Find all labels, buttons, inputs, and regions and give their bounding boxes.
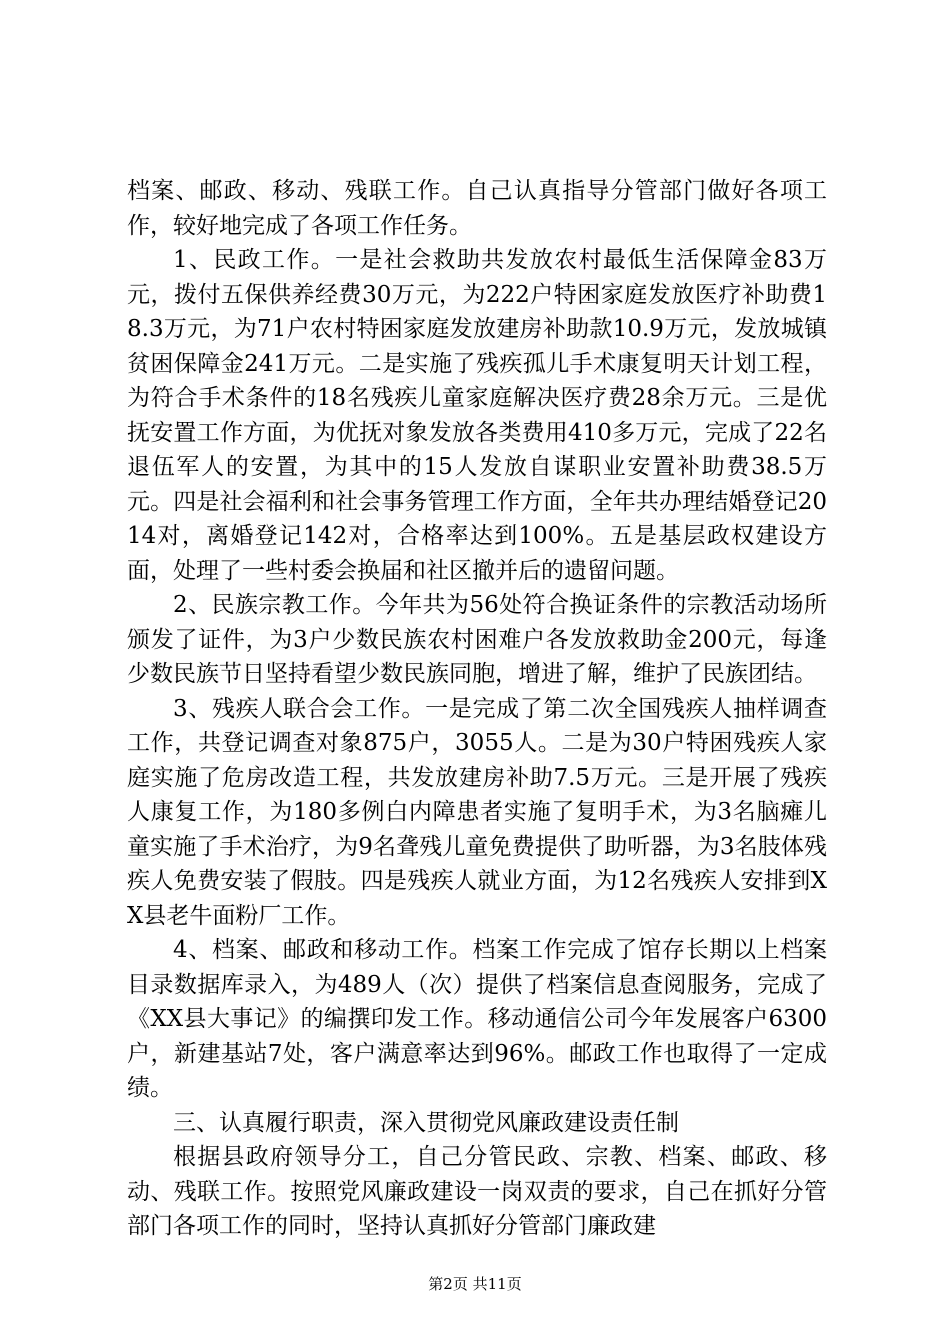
paragraph-civil-affairs: 1、民政工作。一是社会救助共发放农村最低生活保障金83万元，拨付五保供养经费30万元，为222户特困家庭发放医疗补助费18.3万元，为71户农村特困家庭发放建房补助款10.9万元，发放城镇贫困保障金241万元。二是实施了残疾孤儿手术康复明天计划工程，为符合手术条件的18名残疾儿童家庭解决医疗费28余万元。三是优抚安置工作方面，为优抚对象发放各类费用410多万元，完成了22名退伍军人的安置，为其中的15人发放自谋职业安置补助费38.5万元。四是社会福利和社会事务管理工作方面，全年共办理结婚登记2014对，离婚登记142对，合格率达到100%。五是基层政权建设方面，处理了一些村委会换届和社区撤并后的遗留问题。	[127, 247, 827, 584]
section-heading: 三、认真履行职责，深入贯彻党风廉政建设责任制	[173, 1109, 679, 1136]
paragraph-intro-tail: 档案、邮政、移动、残联工作。自己认真指导分管部门做好各项工作，较好地完成了各项工作任务。	[127, 178, 827, 239]
paragraph-ethnic-religion: 2、民族宗教工作。今年共为56处符合换证条件的宗教活动场所颁发了证件，为3户少数民族农村困难户各发放救助金200元，每逢少数民族节日坚持看望少数民族同胞，增进了解，维护了民族团结。	[127, 592, 827, 687]
paragraph-archives-postal-mobile: 4、档案、邮政和移动工作。档案工作完成了馆存长期以上档案目录数据库录入，为489人（次）提供了档案信息查阅服务，完成了《XX县大事记》的编撰印发工作。移动通信公司今年发展客户6300户，新建基站7处，客户满意率达到96%。邮政工作也取得了一定成绩。	[127, 937, 827, 1101]
paragraph-disabled-federation: 3、残疾人联合会工作。一是完成了第二次全国残疾人抽样调查工作，共登记调查对象875户，3055人。二是为30户特困残疾人家庭实施了危房改造工程，共发放建房补助7.5万元。三是开展了残疾人康复工作，为180多例白内障患者实施了复明手术，为3名脑瘫儿童实施了手术治疗，为9名聋残儿童免费提供了助听器，为3名肢体残疾人免费安装了假肢。四是残疾人就业方面，为12名残疾人安排到XX县老牛面粉厂工作。	[127, 695, 827, 929]
page-footer	[0, 1274, 950, 1294]
paragraph-responsibility: 根据县政府领导分工，自己分管民政、宗教、档案、邮政、移动、残联工作。按照党风廉政建设一岗双责的要求，自己在抓好分管部门各项工作的同时，坚持认真抓好分管部门廉政建	[127, 1144, 827, 1239]
page-number-indicator: 第2页 共11页	[428, 1275, 522, 1293]
body-text	[127, 174, 827, 1244]
